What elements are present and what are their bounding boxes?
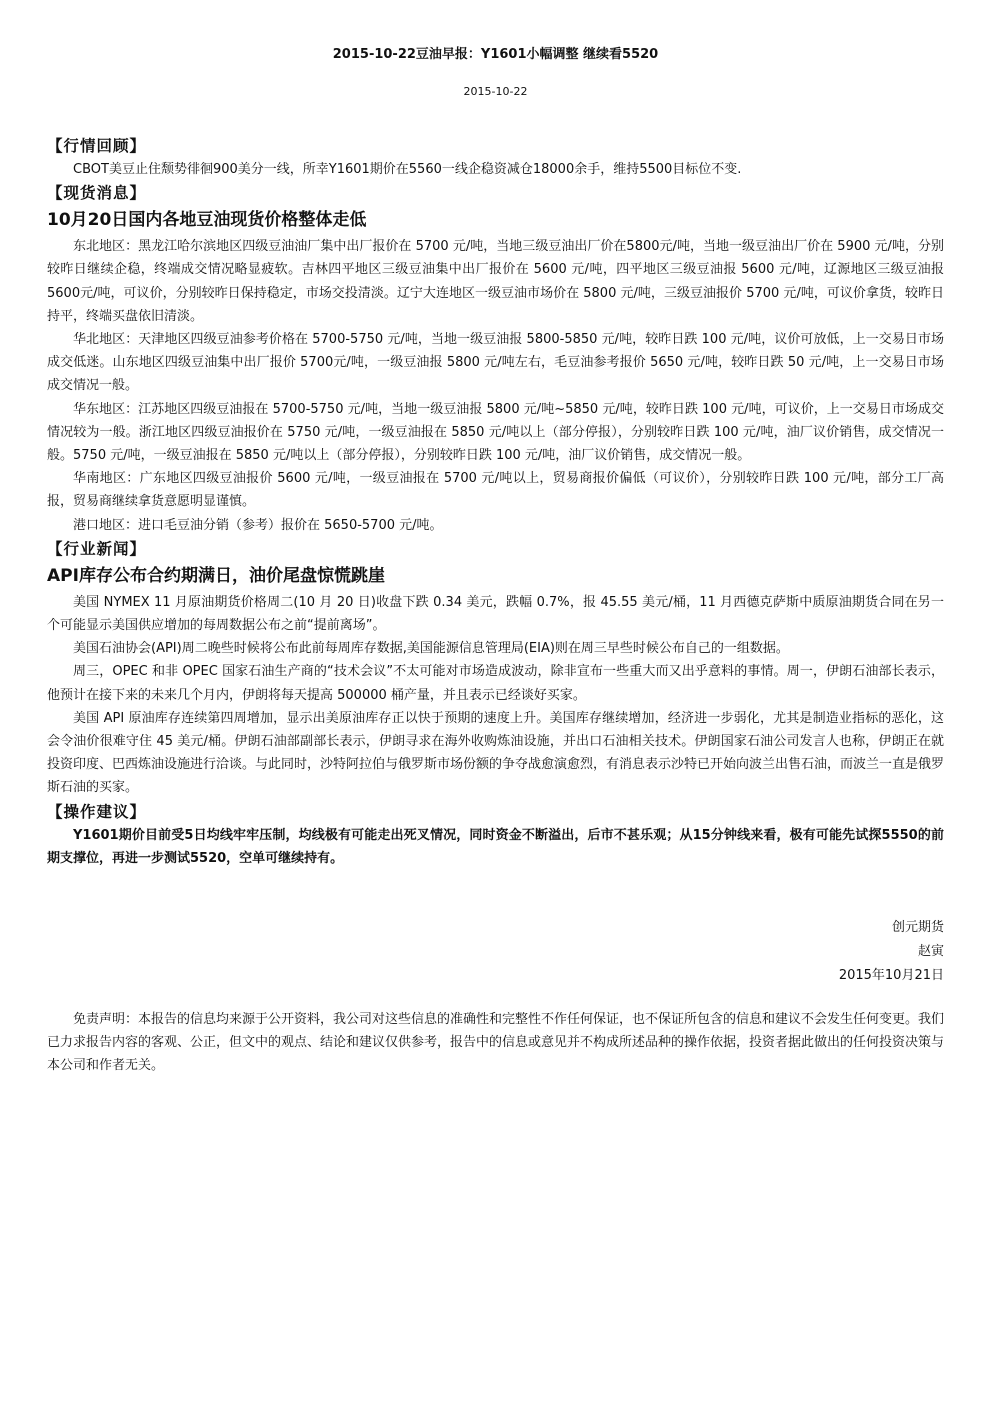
report-title: 2015-10-22豆油早报：Y1601小幅调整 继续看5520 bbox=[332, 47, 659, 62]
spot-news-paragraph: 华南地区：广东地区四级豆油报价 5600 元/吨，一级豆油报在 5700 元/吨以上，贸易商报价偏低（可议价），分别较昨日跌 100 元/吨，部分工厂高报，贸易商继续拿货意愿明显谨慎。 bbox=[47, 471, 944, 510]
industry-news-paragraph: 美国 NYMEX 11 月原油期货价格周二(10 月 20 日)收盘下跌 0.34 美元，跌幅 0.7%，报 45.55 美元/桶，11 月西德克萨斯中质原油期货合同在另一个可能显示美国供应增加的每周数据公布之前“提前离场”。 bbox=[47, 594, 944, 634]
report-body bbox=[47, 134, 944, 870]
signature-author: 赵寅 bbox=[917, 944, 944, 959]
industry-news-paragraph: 美国 API 原油库存连续第四周增加，显示出美原油库存正以快于预期的速度上升。美国库存继续增加，经济进一步弱化，尤其是制造业指标的恶化，这会令油价很难守住 45 美元/桶。伊朗石油部副部长表示，伊朗寻求在海外收购炼油设施，并出口石油相关技术。伊朗国家石油公司发言人也称，伊朗正在就投资印度、巴西炼油设施进行洽谈。与此同时，沙特阿拉伯与俄罗斯市场份额的争夺战愈演愈烈，有消息表示沙特已开始向波兰出售石油，而波兰一直是俄罗斯石油的买家。 bbox=[47, 710, 945, 796]
spot-news-paragraph: 东北地区：黑龙江哈尔滨地区四级豆油油厂集中出厂报价在 5700 元/吨，当地三级豆油出厂价在5800元/吨，当地一级豆油出厂价在 5900 元/吨，分别较昨日继续企稳，终端成交情况略显疲软。吉林四平地区三级豆油集中出厂报价在 5600 元/吨，四平地区三级豆油报 5600 元/吨，辽源地区三级豆油报 5600元/吨，可议价，分别较昨日保持稳定，市场交投清淡。辽宁大连地区一级豆油市场价在 5800 元/吨，三级豆油报价 5700 元/吨，可议价拿货，较昨日持平，终端买盘依旧清淡。 bbox=[47, 239, 944, 324]
section-heading-industry-news: 【行业新闻】 bbox=[47, 539, 147, 558]
industry-news-paragraph: 美国石油协会(API)周二晚些时候将公布此前每周库存数据,美国能源信息管理局(EIA)则在周三早些时候公布自己的一组数据。 bbox=[73, 641, 789, 657]
section-heading-spot-news: 【现货消息】 bbox=[47, 184, 147, 203]
market-review-text: CBOT美豆止住颓势徘徊900美分一线，所幸Y1601期价在5560一线企稳资减仓18000余手，维持5500目标位不变. bbox=[73, 162, 742, 177]
spot-news-paragraph: 港口地区：进口毛豆油分销（参考）报价在 5650-5700 元/吨。 bbox=[73, 517, 443, 533]
signature-date: 2015年10月21日 bbox=[838, 968, 944, 983]
spot-news-headline: 10月20日国内各地豆油现货价格整体走低 bbox=[47, 210, 367, 231]
disclaimer-text: 免责声明：本报告的信息均来源于公开资料，我公司对这些信息的准确性和完整性不作任何保证，也不保证所包含的信息和建议不会发生任何变更。我们已力求报告内容的客观、公正，但文中的观点、结论和建议仅供参考，报告中的信息或意见并不构成所述品种的操作依据，投资者据此做出的任何投资决策与本公司和作者无关。 bbox=[47, 1012, 945, 1074]
spot-news-paragraph: 华北地区：天津地区四级豆油参考价格在 5700-5750 元/吨，当地一级豆油报 5800-5850 元/吨，较昨日跌 100 元/吨，议价可放低，上一交易日市场成交低迷。山东地区四级豆油集中出厂报价 5700元/吨，一级豆油报 5800 元/吨左右，毛豆油参考报价 5650 元/吨，较昨日跌 50 元/吨，上一交易日市场成交情况一般。 bbox=[47, 332, 944, 394]
section-heading-market-review: 【行情回顾】 bbox=[47, 137, 147, 155]
signature-block bbox=[839, 916, 944, 988]
report-date: 2015-10-22 bbox=[463, 85, 528, 98]
industry-news-headline: API库存公布合约期满日，油价尾盘惊慌跳崖 bbox=[47, 565, 385, 586]
section-heading-advice: 【操作建议】 bbox=[47, 802, 147, 821]
industry-news-paragraph: 周三，OPEC 和非 OPEC 国家石油生产商的“技术会议”不太可能对市场造成波动，除非宣布一些重大而又出乎意料的事情。周一，伊朗石油部长表示，他预计在接下来的未来几个月内，伊朗将每天提高 500000 桶产量，并且表示已经谈好买家。 bbox=[47, 664, 944, 703]
signature-company: 创元期货 bbox=[891, 920, 944, 935]
advice-text: Y1601期价目前受5日均线牢牢压制，均线极有可能走出死叉情况，同时资金不断溢出，后市不甚乐观；从15分钟线来看，极有可能先试探5550的前期支撑位，再进一步测试5520，空单可继续持有。 bbox=[47, 827, 944, 866]
spot-news-paragraph: 华东地区：江苏地区四级豆油报在 5700-5750 元/吨，当地一级豆油报 5800 元/吨~5850 元/吨，较昨日跌 100 元/吨，可议价，上一交易日市场成交情况较为一般。浙江地区四级豆油报价在 5750 元/吨，一级豆油报在 5850 元/吨以上（部分停报），分别较昨日跌 100 元/吨，油厂议价销售，成交情况一般。5750 元/吨，一级豆油报在 5850 元/吨以上（部分停报），分别较昨日跌 100 元/吨，油厂议价销售，成交情况一般。 bbox=[47, 401, 944, 464]
